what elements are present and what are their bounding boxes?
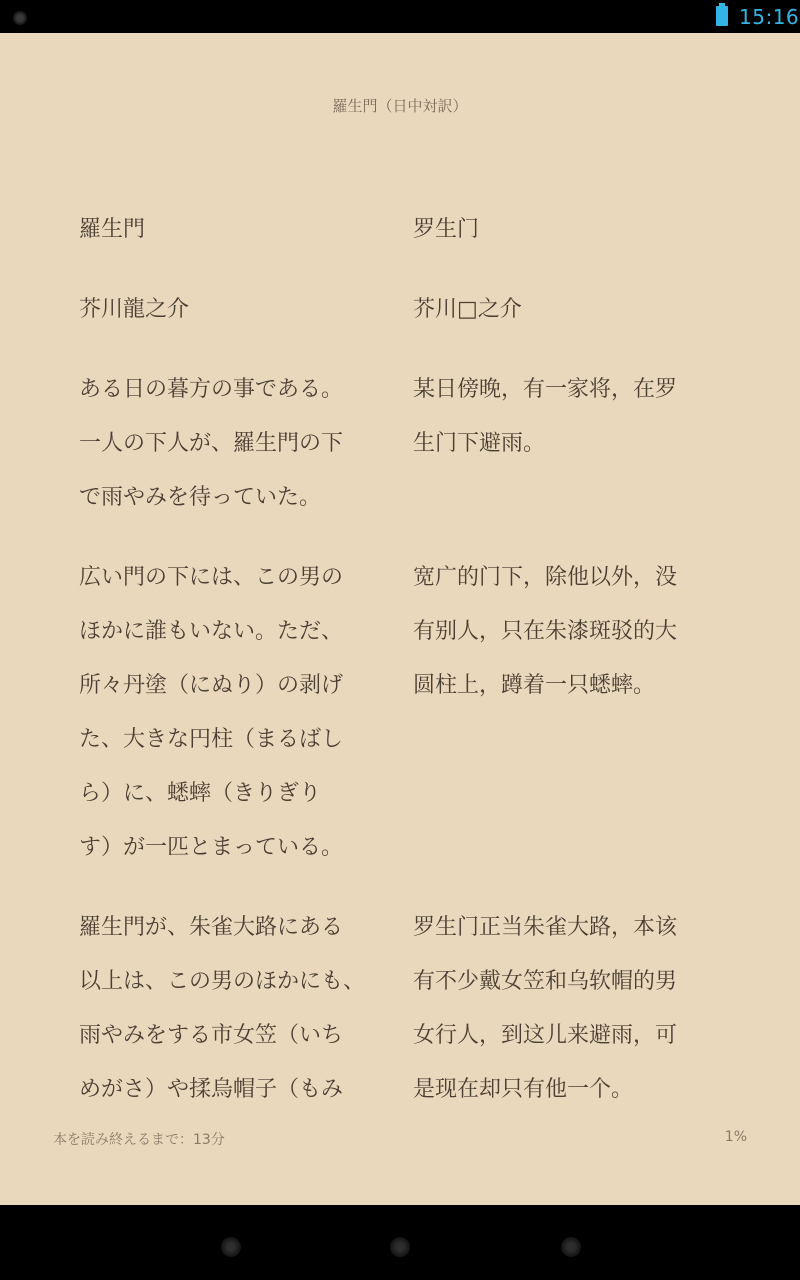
paragraph xyxy=(79,363,389,525)
text-line: 芥川□之介 xyxy=(413,297,522,322)
notification-dot-icon xyxy=(13,11,27,25)
text-line: で雨やみを待っていた。 xyxy=(79,485,322,510)
text-line: ほかに誰もいない。ただ、 xyxy=(79,619,344,644)
text-line: 羅生門 xyxy=(79,217,146,242)
paragraph xyxy=(79,203,389,257)
text-line: 女行人，到这儿来避雨，可 xyxy=(413,1023,678,1048)
reader-page[interactable] xyxy=(0,33,800,1205)
navigation-bar xyxy=(0,1205,800,1280)
book-title: 羅生門（日中対訳） xyxy=(332,97,468,115)
text-line: 一人の下人が、羅生門の下 xyxy=(79,431,344,456)
status-bar xyxy=(0,0,800,33)
chinese-column xyxy=(413,203,713,1143)
paragraph xyxy=(413,551,713,875)
text-line: 所々丹塗（にぬり）の剥げ xyxy=(79,673,344,698)
home-button-icon[interactable] xyxy=(390,1237,410,1257)
japanese-column xyxy=(79,203,389,1143)
paragraph xyxy=(79,551,389,875)
paragraph xyxy=(79,901,389,1117)
battery-icon xyxy=(716,6,728,26)
text-line: す）が一匹とまっている。 xyxy=(79,835,344,860)
text-line: 宽广的门下，除他以外，没 xyxy=(413,565,678,590)
text-line xyxy=(413,713,713,767)
reading-progress: 1% xyxy=(724,1129,747,1145)
text-line: 以上は、この男のほかにも、 xyxy=(79,969,366,994)
text-line: 罗生门正当朱雀大路，本该 xyxy=(413,915,678,940)
text-line: ら）に、蟋蟀（きりぎり xyxy=(79,781,322,806)
recent-apps-button-icon[interactable] xyxy=(561,1237,581,1257)
text-line: 有别人，只在朱漆斑驳的大 xyxy=(413,619,678,644)
paragraph xyxy=(413,203,713,257)
text-line: 是现在却只有他一个。 xyxy=(413,1077,634,1102)
text-line: 羅生門が、朱雀大路にある xyxy=(79,915,344,940)
text-line: 生门下避雨。 xyxy=(413,431,546,456)
text-line: 広い門の下には、この男の xyxy=(79,565,344,590)
text-line: 有不少戴女笠和乌软帽的男 xyxy=(413,969,678,994)
text-line xyxy=(413,471,713,525)
text-line: た、大きな円柱（まるばし xyxy=(79,727,344,752)
text-line: 芥川龍之介 xyxy=(79,297,190,322)
text-line: 某日傍晚，有一家将，在罗 xyxy=(413,377,678,402)
text-line xyxy=(413,767,713,821)
text-line xyxy=(413,821,713,875)
text-line: めがさ）や揉烏帽子（もみ xyxy=(79,1077,344,1102)
text-line: 圆柱上，蹲着一只蟋蟀。 xyxy=(413,673,656,698)
back-button-icon[interactable] xyxy=(221,1237,241,1257)
paragraph xyxy=(413,363,713,525)
time-remaining: 本を読み終えるまで：13分 xyxy=(53,1132,225,1148)
text-line: ある日の暮方の事である。 xyxy=(79,377,344,402)
paragraph xyxy=(413,901,713,1117)
status-clock: 15:16 xyxy=(739,5,800,29)
text-line: 雨やみをする市女笠（いち xyxy=(79,1023,344,1048)
text-line: 罗生门 xyxy=(413,217,480,242)
paragraph xyxy=(79,283,389,337)
paragraph xyxy=(413,283,713,337)
